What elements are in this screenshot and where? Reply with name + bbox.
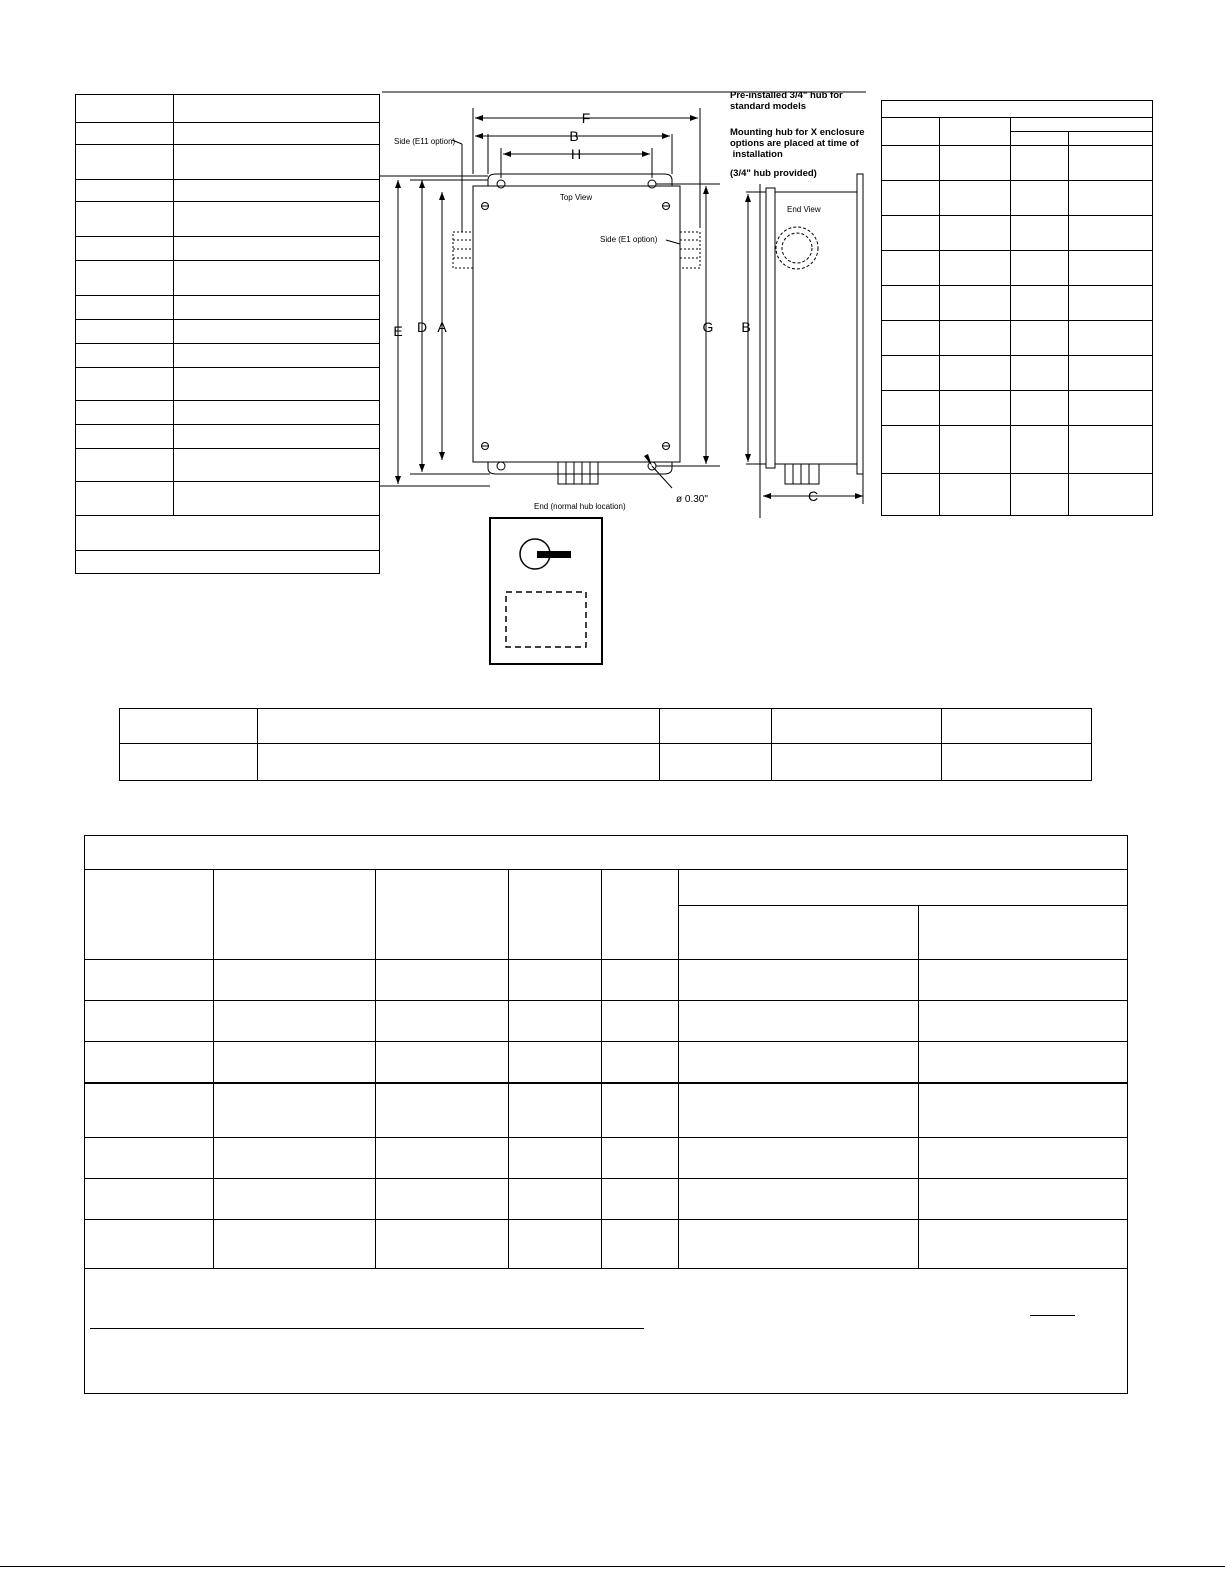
provided-note: (3/4" hub provided) bbox=[730, 168, 817, 179]
side-e1-label: Side (E1 option) bbox=[600, 235, 658, 244]
left-spec-table bbox=[75, 94, 380, 574]
label-graphic bbox=[489, 517, 603, 665]
mount-note-line-3: installation bbox=[730, 149, 783, 160]
top-view-label: Top View bbox=[559, 193, 593, 202]
notes-underline-long bbox=[90, 1328, 644, 1329]
page-bottom-rule bbox=[0, 1566, 1225, 1567]
dim-label-b-top: B bbox=[569, 128, 579, 144]
dim-label-b-side: B bbox=[741, 319, 751, 335]
side-e11-label: Side (E11 option) bbox=[394, 137, 456, 146]
end-view-label: End View bbox=[787, 205, 821, 214]
bottom-table bbox=[84, 835, 1128, 1394]
mount-note-line-1: Mounting hub for X enclosure bbox=[730, 127, 865, 138]
dim-label-c: C bbox=[807, 488, 819, 504]
notes-underline-short bbox=[1030, 1315, 1075, 1316]
dim-label-g: G bbox=[702, 319, 714, 335]
hub-note-line-1: Pre-installed 3/4" hub for bbox=[730, 90, 843, 101]
right-dimension-table bbox=[881, 100, 1153, 516]
dim-label-a: A bbox=[437, 319, 447, 335]
hub-note-line-2: standard models bbox=[730, 101, 807, 112]
hub-note bbox=[730, 90, 880, 112]
model-table bbox=[119, 708, 1092, 781]
dim-label-f: F bbox=[581, 110, 591, 126]
end-hub-label: End (normal hub location) bbox=[534, 502, 626, 511]
dim-label-e: E bbox=[393, 323, 403, 339]
hole-diameter-label: ø 0.30" bbox=[676, 494, 708, 505]
mount-note-line-2: options are placed at time of bbox=[730, 138, 859, 149]
dim-label-h: H bbox=[570, 146, 582, 162]
dim-label-d: D bbox=[416, 319, 428, 335]
mount-note bbox=[730, 127, 880, 160]
